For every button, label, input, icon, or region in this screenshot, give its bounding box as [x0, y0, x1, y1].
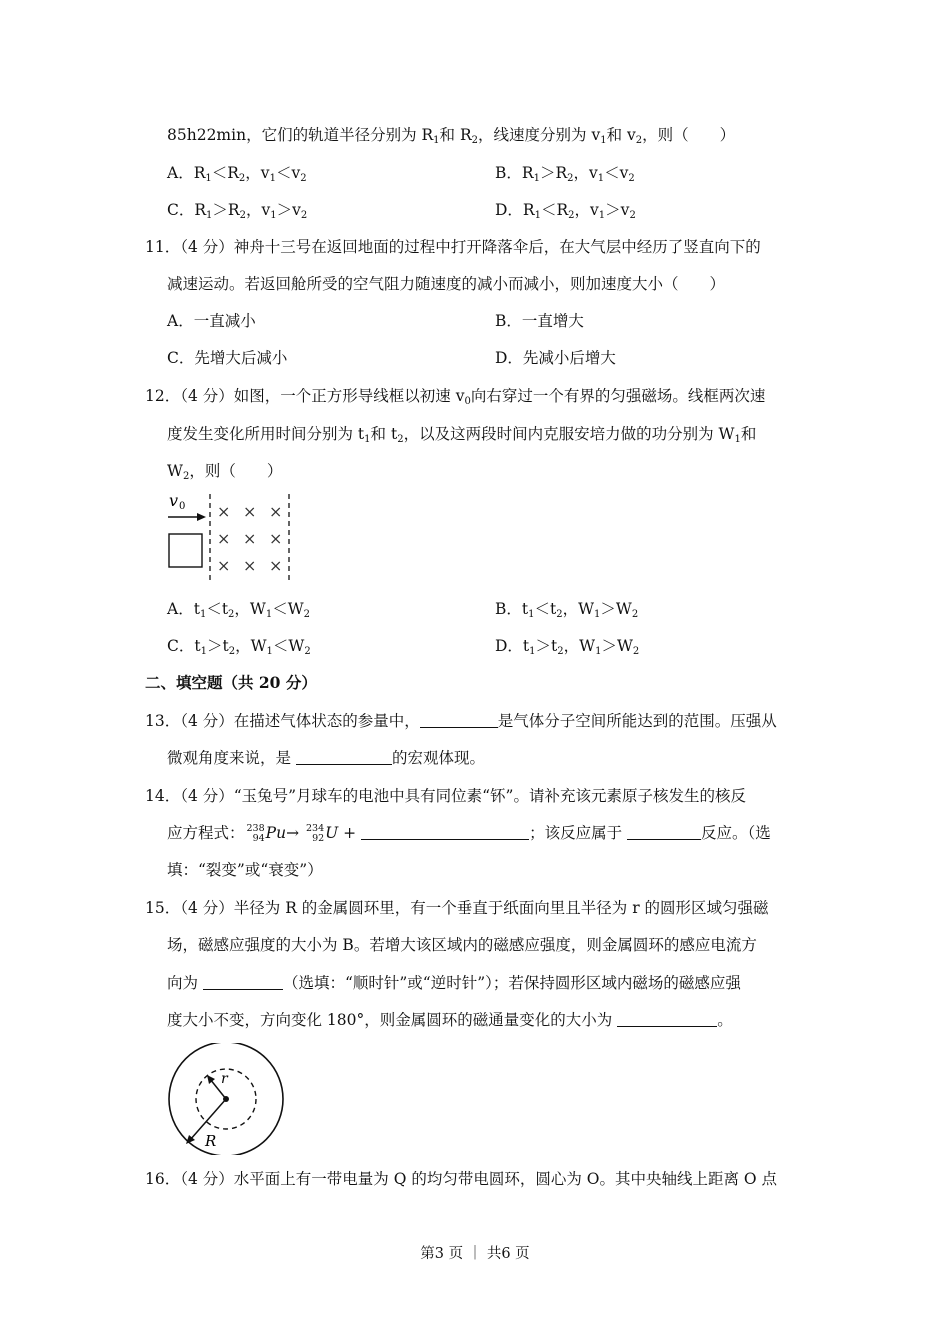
answer-blank[interactable] [420, 713, 498, 728]
q13-stem-line1: 13．（4 分）在描述气体状态的参量中， 是气体分子空间所能达到的范围。压强从 [145, 712, 777, 730]
velocity-subscript: 0 [179, 501, 186, 512]
q11-option-b[interactable]: B．一直增大 [495, 312, 584, 330]
small-radius-label: r [221, 1071, 228, 1087]
answer-blank[interactable] [617, 1012, 717, 1027]
q12-option-a[interactable]: A．$t_1<t_2$，$W_1<W_2$ [167, 600, 311, 620]
q15-stem-line4: 度大小不变，方向变化 180°，则金属圆环的磁通量变化的大小为 。 [167, 1011, 733, 1029]
q12-magnetic-field-figure [160, 488, 300, 584]
q10-continuation: 85h22min，它们的轨道半径分别为 $R_1$和 $R_2$，线速度分别为 $v_1$和 $v_2$，则（ ） [167, 126, 736, 146]
large-radius-label: R [205, 1132, 217, 1150]
field-cross: × [217, 502, 231, 521]
field-cross: × [243, 529, 257, 548]
plutonium-nuclide: 238 94 Pu [246, 823, 287, 844]
q14-stem-line1: 14．（4 分）“玉兔号”月球车的电池中具有同位素“钚”。请补充该元素原子核发生的核反 [145, 787, 746, 805]
q12-stem-line3: $W_2$，则（ ） [167, 462, 283, 482]
field-cross: × [269, 502, 283, 521]
velocity-arrowhead [197, 513, 206, 521]
field-cross: × [269, 529, 283, 548]
q12-option-b[interactable]: B．$t_1<t_2$，$W_1>W_2$ [495, 600, 639, 620]
square-wire-frame [169, 534, 202, 567]
answer-blank[interactable] [296, 750, 392, 765]
q10-option-d[interactable]: D．$R_1<R_2$，$v_1>v_2$ [495, 201, 636, 221]
uranium-nuclide: 234 92 U [306, 823, 339, 844]
section-title: 二、填空题（共 20 分） [145, 673, 317, 692]
q11-option-a[interactable]: A．一直减小 [167, 312, 256, 330]
q12-stem-line2: 度发生变化所用时间分别为 $t_1$和 $t_2$，以及这两段时间内克服安培力做的功分别为 $W_1$和 [167, 425, 757, 445]
q12-option-c[interactable]: C．$t_1>t_2$，$W_1<W_2$ [167, 637, 311, 657]
q14-stem-line3: 填：“裂变”或“衰变”） [167, 861, 323, 879]
q11-stem-line1: 11．（4 分）神舟十三号在返回地面的过程中打开降落伞后，在大气层中经历了竖直向下的 [145, 238, 761, 256]
q15-stem-line3: 向为 （选填：“顺时针”或“逆时针”）；若保持圆形区域内磁场的磁感应强 [167, 974, 741, 992]
q14-stem-line2: 应方程式： 238 94 Pu→ 234 92 U + ；该反应属于 反应。（选 [167, 823, 771, 844]
q10-option-a[interactable]: A．$R_1<R_2$，$v_1<v_2$ [167, 164, 307, 184]
q15-ring-figure [163, 1043, 289, 1155]
q12-stem-line1: 12．（4 分）如图，一个正方形导线框以初速 $v_0$向右穿过一个有界的匀强磁场。线框两次速 [145, 387, 766, 407]
field-cross: × [269, 556, 283, 575]
answer-blank[interactable] [203, 975, 283, 990]
q11-stem-line2: 减速运动。若返回舱所受的空气阻力随速度的减小而减小，则加速度大小（ ） [167, 275, 726, 293]
field-cross: × [217, 556, 231, 575]
q10-option-b[interactable]: B．$R_1>R_2$，$v_1<v_2$ [495, 164, 635, 184]
answer-blank[interactable] [627, 825, 701, 840]
q16-stem-line1: 16．（4 分）水平面上有一带电量为 Q 的均匀带电圆环，圆心为 O。其中央轴线上距离 O 点 [145, 1170, 778, 1188]
q12-option-d[interactable]: D．$t_1>t_2$，$W_1>W_2$ [495, 637, 640, 657]
q11-option-c[interactable]: C．先增大后减小 [167, 349, 288, 367]
q15-stem-line2: 场，磁感应强度的大小为 B。若增大该区域内的磁感应强度，则金属圆环的感应电流方 [167, 936, 757, 954]
field-cross: × [243, 502, 257, 521]
field-cross: × [217, 529, 231, 548]
q15-stem-line1: 15．（4 分）半径为 R 的金属圆环里，有一个垂直于纸面向里且半径为 r 的圆形区域匀强磁 [145, 899, 769, 917]
answer-blank[interactable] [361, 825, 529, 840]
q13-stem-line2: 微观角度来说，是 的宏观体现。 [167, 749, 485, 767]
velocity-label: v [169, 491, 179, 510]
q10-option-c[interactable]: C．$R_1>R_2$，$v_1>v_2$ [167, 201, 308, 221]
page-footer: 第3 页 ｜ 共6 页 [420, 1246, 530, 1262]
field-cross: × [243, 556, 257, 575]
q11-option-d[interactable]: D．先减小后增大 [495, 349, 616, 367]
